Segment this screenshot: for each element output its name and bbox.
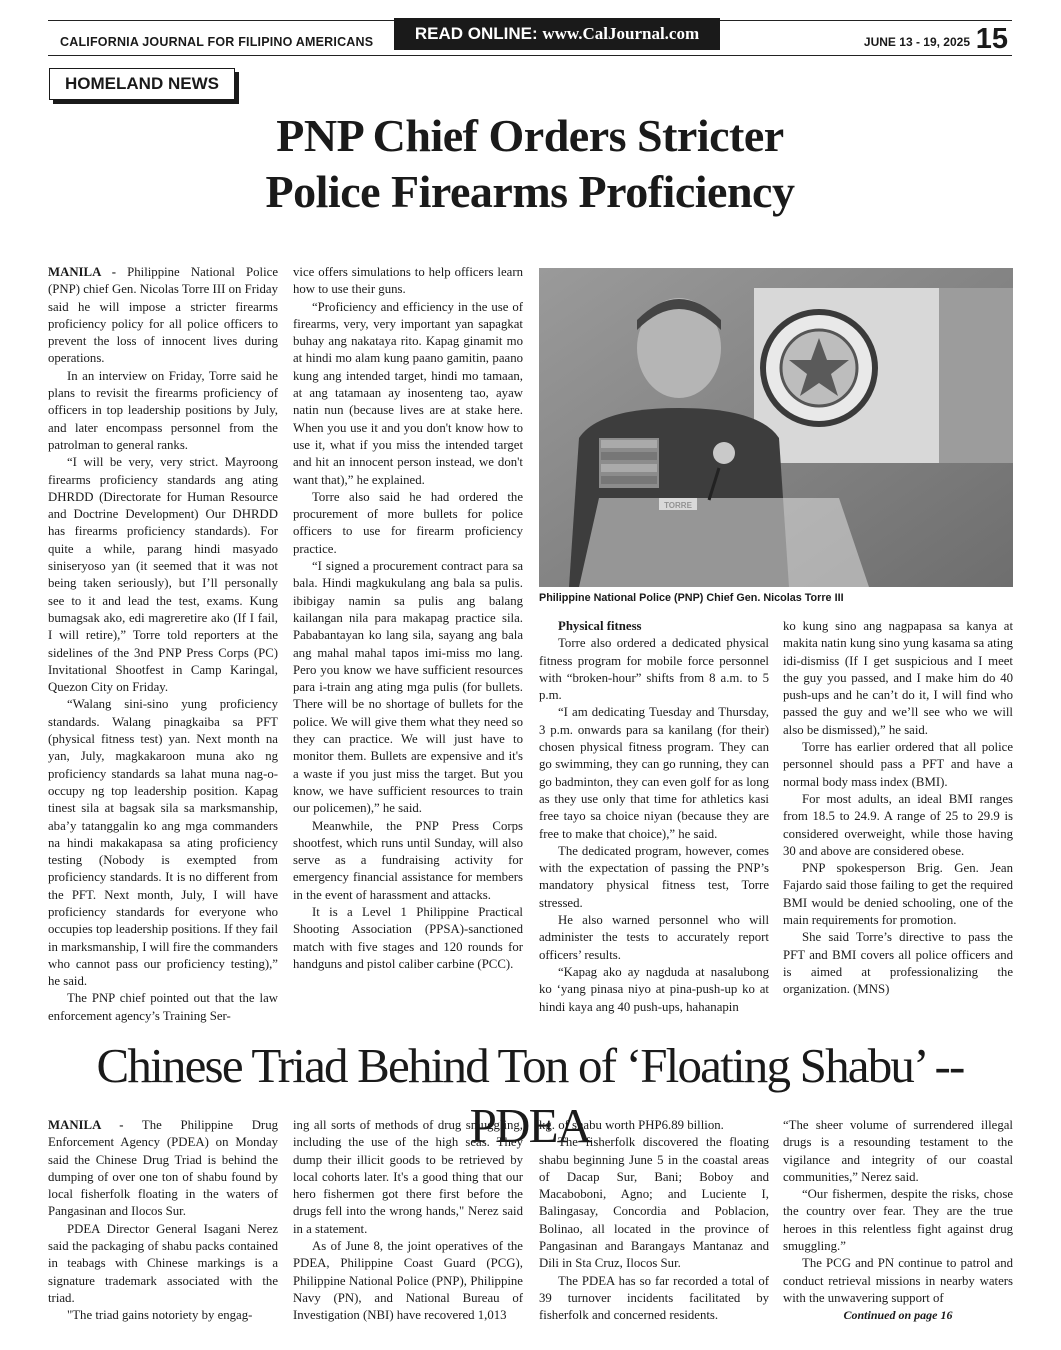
- paragraph: The dedicated program, however, comes with the expectation of passing the PNP’s mandatory physical fitness test, Torre stressed.: [539, 843, 769, 910]
- paragraph: Torre has earlier ordered that all police personnel should pass a PFT and have a normal body mass index (BMI).: [783, 740, 1013, 789]
- issue-date: JUNE 13 - 19, 2025: [863, 35, 970, 49]
- paragraph: “I am dedicating Tuesday and Thursday, 3 p.m. onwards para sa kanilang (for their) chosen physical fitness program. They can go swimming, they can go running, they can go badminton, they can even golf for as long as they use only that time for athletics kasi free tayo sa choice niyan (because they are free to make that choice),” he said.: [539, 705, 769, 841]
- paragraph: “Our fishermen, despite the risks, chose the country over fear. They are the true heroes in this relentless fight against drug smuggling.”: [783, 1187, 1013, 1254]
- paragraph: The PDEA has so far recorded a total of 39 turnover incidents facilitated by fisherfolk and concerned residents.: [539, 1273, 769, 1323]
- paragraph: For most adults, an ideal BMI ranges from 18.5 to 24.9. A range of 25 to 29.9 is considered overweight, while those having 30 and above are considered obese.: [783, 791, 1013, 858]
- news-photo: [539, 268, 1013, 587]
- paragraph: “The sheer volume of surrendered illegal drugs is a resounding testament to the vigilance and integrity of our coastal communities,” Nerez said.: [783, 1118, 1013, 1184]
- continued-link[interactable]: Continued on page 16: [843, 1308, 953, 1323]
- headline-line-2: Police Firearms Proficiency: [265, 166, 795, 217]
- paragraph: Meanwhile, the PNP Press Corps shootfest, which runs until Sunday, will also serve as a fundraising activity for emergency financial assistance for members in the event of harassment and attacks.: [293, 818, 523, 902]
- paragraph: The fisherfolk discovered the floating shabu beginning June 5 in the coastal areas of Dacap Sur, Bani; Boboy and Macaboboni, Agno; and Luciente I, Balingasay, Concordia and Poblacion, Bolinao, all located in the province of Pangasinan and Barangays Mantanaz and Dili in Sta Cruz, Ilocos Sur.: [539, 1135, 769, 1271]
- article2-column-3: [539, 1117, 769, 1325]
- paragraph: “Walang sini-sino yung proficiency standards. Walang pinagkaiba sa PFT (physical fitness test) yan. Next month na yan, July, magkakaroon muna ako ng proficiency standards sa lahat muna nag-o-occupy ng top leadership position. Kapag tinest sila at bagsak sila sa marksmanship, aba’y tatanggalin ko ang mga commanders na hindi makakapasa sa ating proficiency testing (Nobody is exempted from proficiency standards. It is no different from the PFT. Next month, July, I will have proficiency standards for everyone who occupies top leadership positions. If they fail in marksmanship, I will fire the commanders who cannot pass our proficiency testing),” he said.: [48, 697, 278, 989]
- read-online-label: READ ONLINE:: [414, 24, 538, 43]
- masthead: [48, 20, 1012, 56]
- article2-column-4: [783, 1117, 1013, 1325]
- article1-column-4: [783, 618, 1013, 999]
- article2-column-2: [293, 1117, 523, 1325]
- glass-podium: [579, 498, 869, 587]
- dateline: MANILA -: [48, 1118, 124, 1132]
- paragraph: Torre also ordered a dedicated physical fitness program for mobile force personnel with “broken-hour” shifts from 8 a.m. to 5 p.m.: [539, 636, 769, 703]
- article2-headline: Chinese Triad Behind Ton of ‘Floating Shabu’ -- PDEA: [96, 1038, 964, 1153]
- article1-column-2: [293, 264, 523, 973]
- dateline: MANILA -: [48, 265, 116, 279]
- paragraph: The PNP chief pointed out that the law enforcement agency’s Training Ser-: [48, 991, 278, 1023]
- article1-column-1: [48, 264, 278, 1025]
- paragraph: PDEA Director General Isagani Nerez said the packaging of shabu packs contained in teabags with Chinese markings is a signature trademark associated with the triad.: [48, 1221, 278, 1305]
- headline-line-1: PNP Chief Orders Stricter: [276, 110, 784, 161]
- website-url[interactable]: www.CalJournal.com: [542, 24, 700, 43]
- paragraph: The PCG and PN continue to patrol and conduct retrieval missions in nearby waters with the unwavering support of: [783, 1256, 1013, 1305]
- paragraph: MANILA - Philippine National Police (PNP) chief Gen. Nicolas Torre III on Friday said he will impose a stricter firearms proficiency policy for all police officers to prevent the loss of innocent lives during operations.: [48, 265, 279, 366]
- paragraph: ing all sorts of methods of drug smuggling, including the use of the high seas. They dump their illicit goods to be retrieved by local cohorts later. It's a good thing that our hero fishermen got there first before the drugs fell into the wrong hands," Nerez said in a statement.: [293, 1118, 523, 1236]
- paragraph: It is a Level 1 Philippine Practical Shooting Association (PPSA)-sanctioned match with five stages and 120 rounds for handguns and pistol caliber carbine (PCC).: [293, 904, 523, 971]
- subhead: Physical fitness: [558, 619, 642, 633]
- article2-column-1: [48, 1117, 278, 1325]
- paragraph: He also warned personnel who will administer the tests to accurately report officers’ results.: [539, 913, 769, 962]
- paragraph: In an interview on Friday, Torre said he plans to revisit the firearms proficiency of officers in top leadership positions by July, and later encompass personnel from the patrolman to general ranks.: [48, 368, 278, 452]
- page-number: 15: [975, 23, 1008, 55]
- paragraph: kg. of shabu worth PHP6.89 billion.: [539, 1118, 724, 1132]
- paragraph: "The triad gains notoriety by engag-: [67, 1308, 253, 1323]
- paragraph: MANILA - The Philippine Drug Enforcement Agency (PDEA) on Monday said the Chinese Drug Triad is behind the dumping of over one ton of shabu found by local fisherfolk floating in the waters of Pangasinan and Ilocos Sur.: [48, 1118, 278, 1219]
- photo-illustration: [539, 268, 1013, 587]
- paragraph: ko kung sino ang nagpapasa sa kanya at makita natin kung sino yung kasama sa ating idi-dismiss (If I get suspicious and I meet the guy you passed, and I make him do 40 push-ups and he can’t do it, I will find who passed the guy and we’ll see who we will also be dismissed),” he said.: [783, 619, 1013, 737]
- paragraph: “Kapag ako ay nagduda at nasalubong ko ‘yang pinasa niyo at pina-push-up ko at hindi kaya ang 40 push-ups, hahanapin: [539, 964, 769, 1014]
- paragraph: “I will be very, very strict. Mayroong firearms proficiency standards ang ating DHRDD (Directorate for Human Resource and Doctrine Development) Our DHRDD has firearms proficiency standards). For quite a while, parang hindi masyado siniseryoso yan (it seemed that it was not being taken seriously), but I’ll personally see to it and lead the test, exams. Kung bumagsak ako, edi magreretire ako (If I fail, I will retire),” Torre told reporters at the sidelines of the 3nd PNP Press Corps (PC) Invitational Shootfest in Camp Karingal, Quezon City on Friday.: [48, 455, 278, 695]
- section-label: HOMELAND NEWS: [49, 68, 235, 100]
- paragraph: vice offers simulations to help officers learn how to use their guns.: [293, 265, 523, 297]
- paragraph: “I signed a procurement contract para sa bala. Hindi magkukulang ang bala sa pulis. ibibigay namin sa pulis ang balang kailangan nila para makapag practice sila. Pababantayan ko lang sila, sayang ang bala ang mahal mahal tapos imi-miss mo lang. Pero you know we have sufficient resources para i-train ang ating mga pulis (for bullets. There will be no shortage of bullets for the police. We will give them what they need so they can practice. We will just have to monitor them. Bullets are expensive and it's a waste if you just miss the target. But you know, we have sufficient resources to train our policemen),” he said.: [293, 559, 523, 816]
- read-online-banner[interactable]: [394, 18, 720, 50]
- paragraph: “Proficiency and efficiency in the use of firearms, very, very important yan sapagkat buhay ang nakataya rito. Kapag ginamit mo at hindi mo alam kung paano gamitin, paano kung ang intended target, hindi mo tamaan, at ang tatamaan ay inosenteng tao, ayaw natin nun (because lives are at stake here. When you use it and you don't know how to use it, what if you miss the intended target and hit an innocent person instead, we don't want that),” he explained.: [293, 299, 523, 487]
- photo-caption: Philippine National Police (PNP) Chief Gen. Nicolas Torre III: [539, 592, 844, 604]
- publication-name: CALIFORNIA JOURNAL FOR FILIPINO AMERICANS: [60, 35, 374, 49]
- article1-headline: [150, 108, 910, 220]
- paragraph: As of June 8, the joint operatives of the PDEA, Philippine Coast Guard (PCG), Philippine National Police (PNP), Philippine Navy (PN), and National Bureau of Investigation (NBI) have recovered 1,013: [293, 1239, 523, 1323]
- paragraph: She said Torre’s directive to pass the PFT and BMI covers all police officers and is aimed at professionalizing the organization. (MNS): [783, 930, 1013, 997]
- article1-column-3: [539, 618, 769, 1016]
- paragraph: PNP spokesperson Brig. Gen. Jean Fajardo said those failing to get the required BMI would be denied schooling, one of the main requirements for promotion.: [783, 861, 1013, 928]
- paragraph: Torre also said he had ordered the procurement of more bullets for police officers to use for firearm proficiency practice.: [293, 489, 523, 556]
